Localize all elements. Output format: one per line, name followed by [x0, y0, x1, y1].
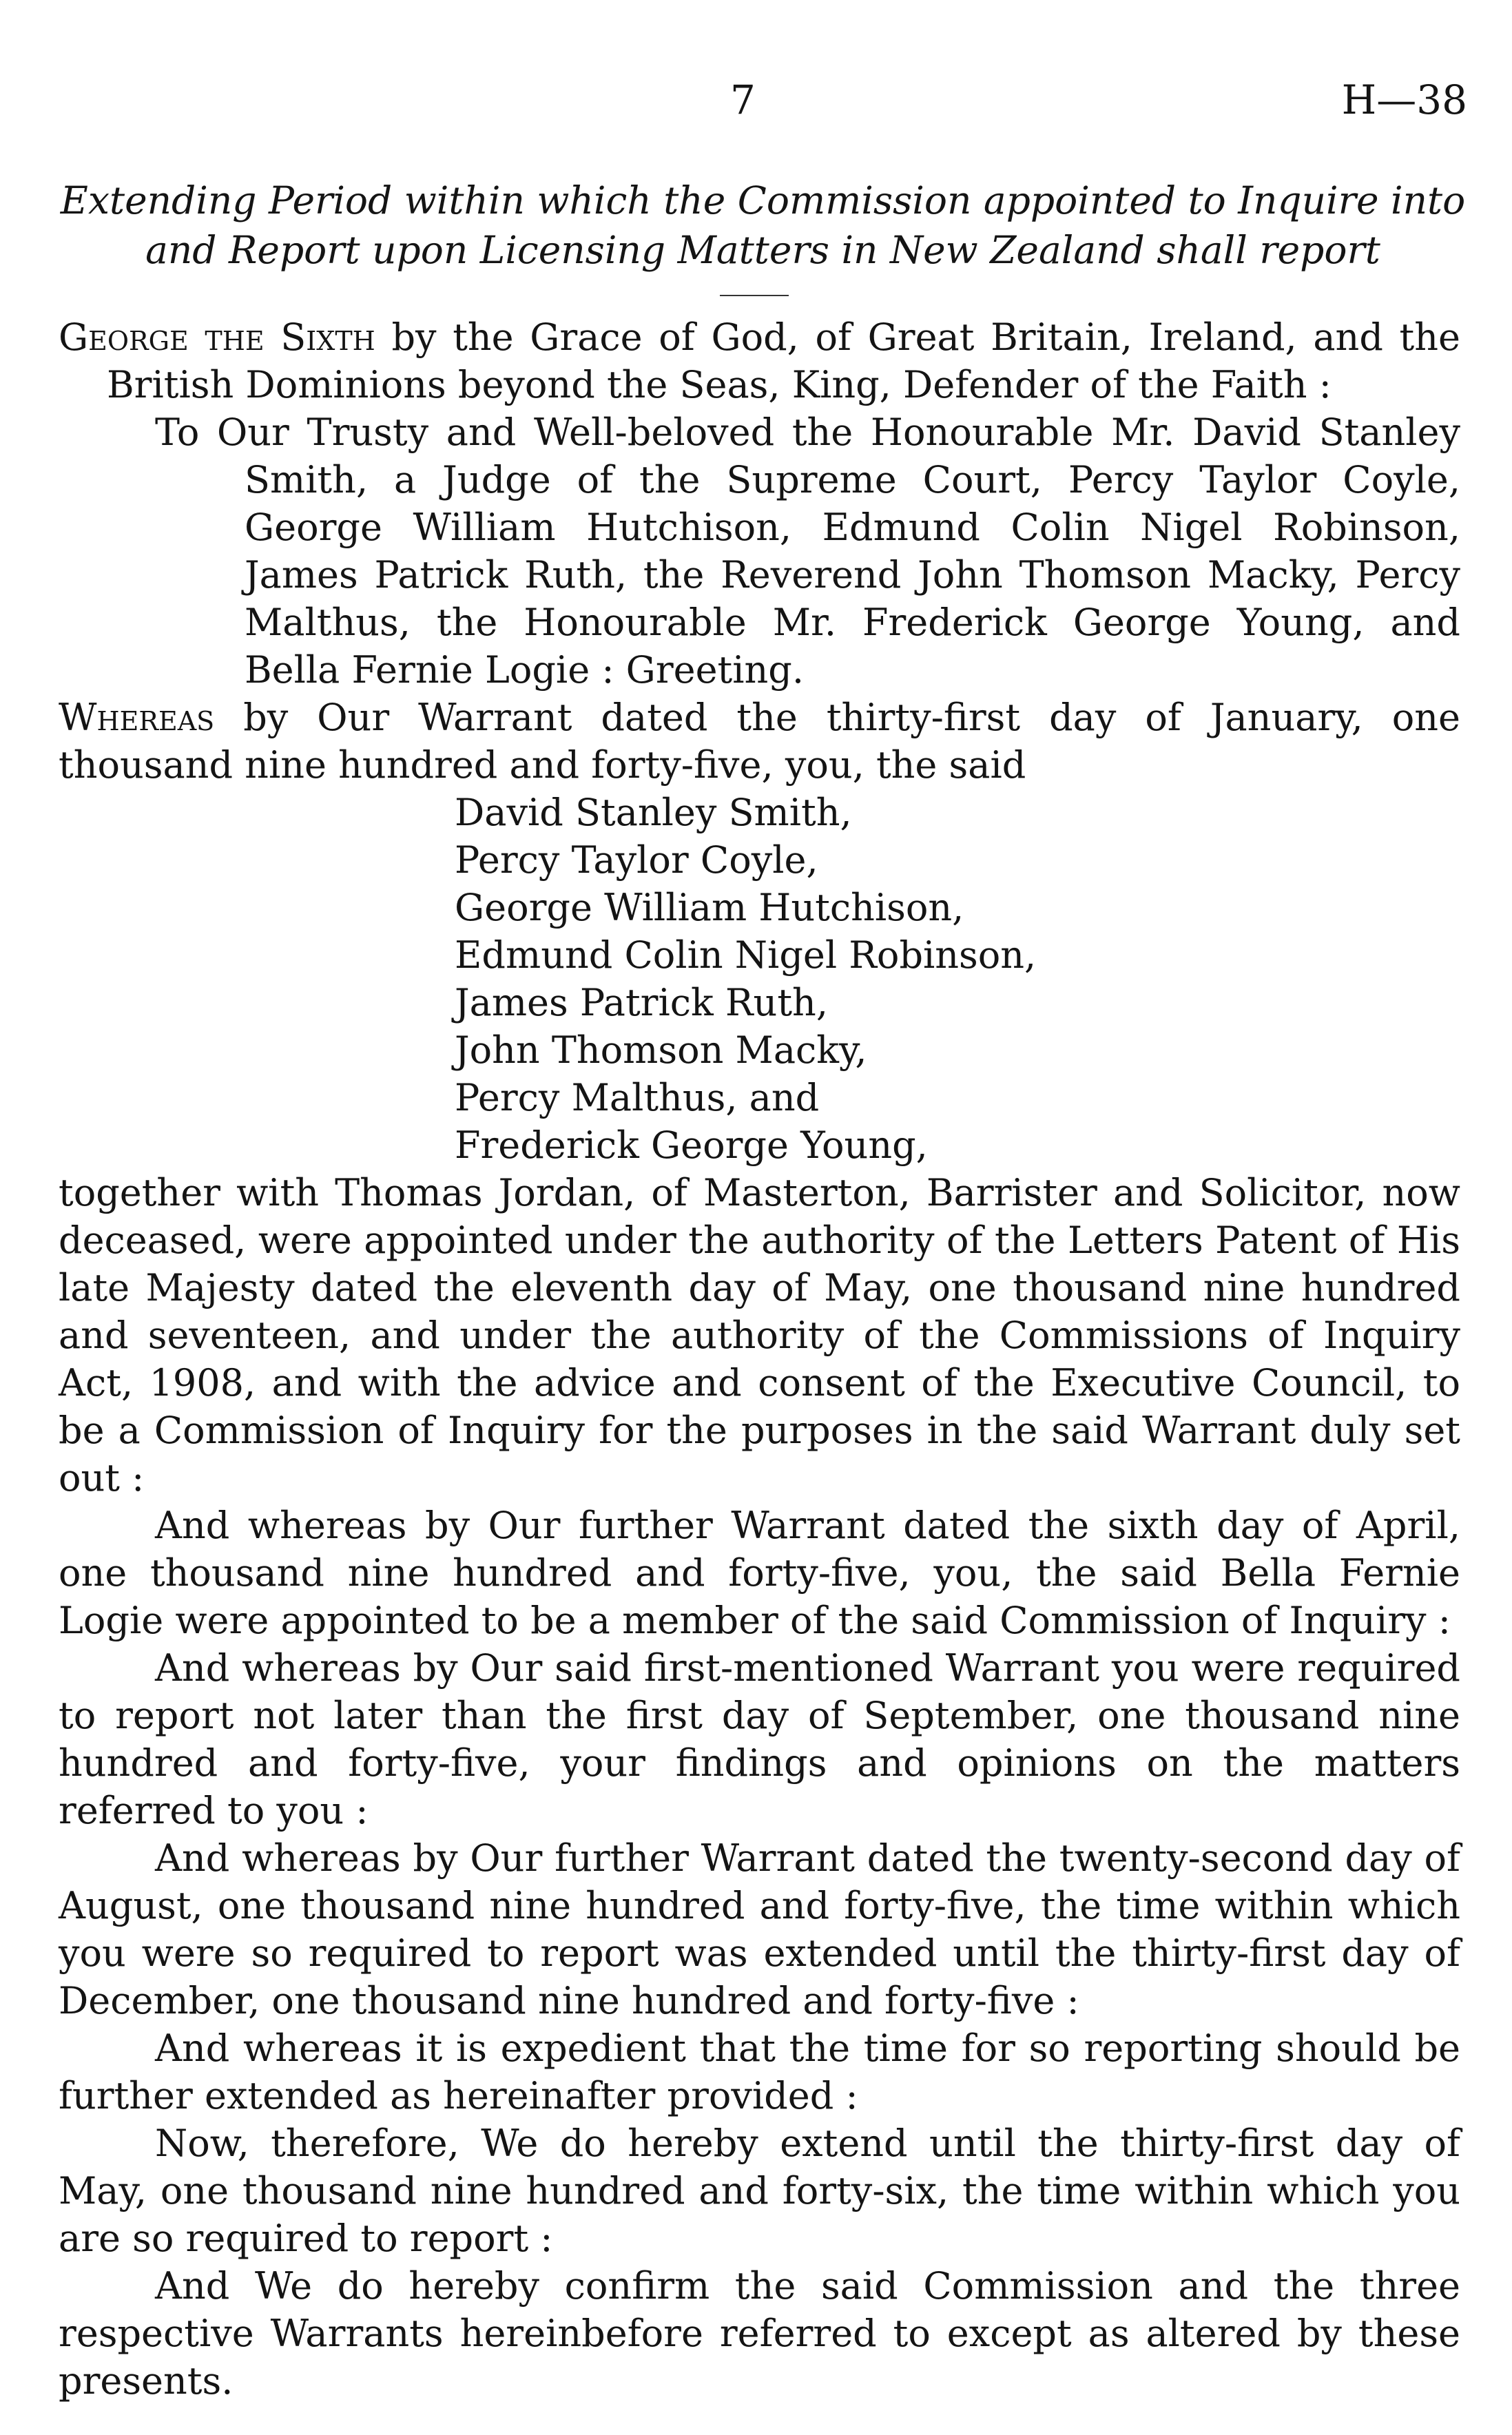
preamble-paragraph [59, 313, 1460, 408]
commissioner-name: David Stanley Smith, [455, 791, 852, 834]
whereas-continuation-paragraph: together with Thomas Jordan, of Masterton, Barrister and Solicitor, now deceased, were appointed under the authority of the Letters Patent of His late Majesty dated the eleventh day of May, one thousand nine hundred and seventeen, and under the authority of the Commissions of Inquiry Act, 1908, and with the advice and consent of the Executive Council, to be a Commission of Inquiry for the purposes in the said Warrant duly set out : [59, 1171, 1460, 1500]
body-paragraph: And whereas by Our further Warrant dated the twenty-second day of August, one thousand nine hundred and forty-five, the time within which you were so required to report was extended until the thirty-first day of December, one thousand nine hundred and forty-five : [59, 1836, 1460, 2022]
sovereign-name: George the Sixth [59, 315, 375, 359]
whereas-intro-paragraph [59, 694, 1460, 789]
body-paragraph: And We do hereby confirm the said Commission and the three respective Warrants hereinbefore referred to except as altered by these presents. [59, 2264, 1460, 2403]
document-code: H—38 [1341, 76, 1467, 123]
commissioner-name: Percy Malthus, and [455, 1076, 820, 1119]
commissioner-name: James Patrick Ruth, [455, 981, 828, 1024]
commissioner-names-list [455, 789, 1460, 1169]
body-paragraph: And whereas it is expedient that the time for so reporting should be further extended as hereinafter provided : [59, 2027, 1460, 2117]
sovereign-style: by the Grace of God, of Great Britain, Ireland, and the British Dominions beyond the Seas, King, Defender of the Faith : [107, 315, 1460, 406]
title-divider [720, 295, 789, 296]
commissioner-name: Edmund Colin Nigel Robinson, [455, 933, 1037, 977]
whereas-lead-word: Whereas [59, 696, 215, 739]
page-header [0, 72, 1512, 134]
whereas-intro-text: by Our Warrant dated the thirty-first day of January, one thousand nine hundred and forty-five, you, the said [59, 696, 1460, 787]
document-body [59, 313, 1460, 2405]
body-paragraph: And whereas by Our further Warrant dated the sixth day of April, one thousand nine hundred and forty-five, you, the said Bella Fernie Logie were appointed to be a member of the said Commission of Inquiry : [59, 1504, 1460, 1642]
addressee-paragraph: To Our Trusty and Well-beloved the Honourable Mr. David Stanley Smith, a Judge of the Supreme Court, Percy Taylor Coyle, George William Hutchison, Edmund Colin Nigel Robinson, James Patrick Ruth, the Reverend John Thomson Macky, Percy Malthus, the Honourable Mr. Frederick George Young, and Bella Fernie Logie : Greeting. [155, 411, 1460, 692]
commissioner-name: Percy Taylor Coyle, [455, 838, 818, 882]
body-paragraph: Now, therefore, We do hereby extend until the thirty-first day of May, one thousand nine hundred and forty-six, the time within which you are so required to report : [59, 2122, 1460, 2260]
commissioner-name: John Thomson Macky, [455, 1028, 867, 1072]
page-number: 7 [730, 76, 756, 123]
commissioner-name: George William Hutchison, [455, 886, 964, 929]
body-paragraph: And whereas by Our said first-mentioned Warrant you were required to report not later than the first day of September, one thousand nine hundred and forty-five, your findings and opinions on the matters referred to you : [59, 1646, 1460, 1832]
document-title: Extending Period within which the Commission appointed to Inquire into and Report upon Licensing Matters in New Zealand shall report [60, 178, 1466, 272]
commissioner-name: Frederick George Young, [455, 1123, 928, 1167]
